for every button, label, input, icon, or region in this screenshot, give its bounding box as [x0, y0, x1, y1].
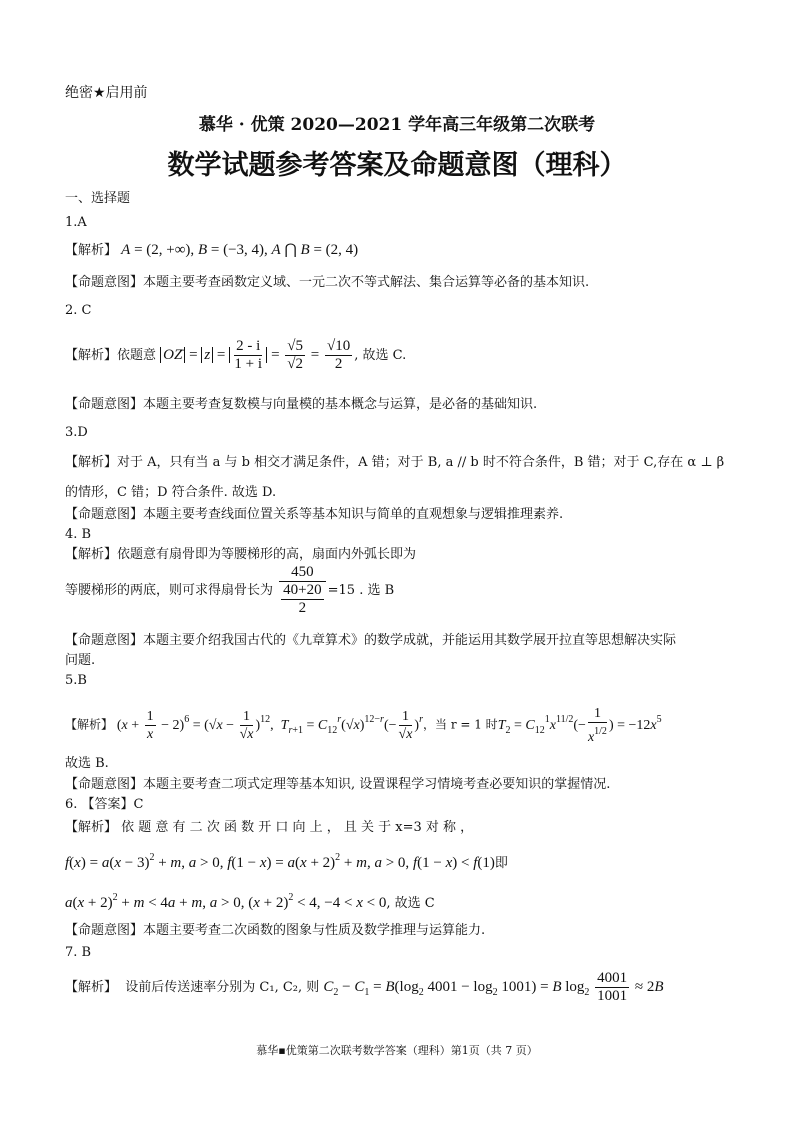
q4-intent-2: 问题.: [65, 653, 96, 668]
q5-intent: 【命题意图】本题主要考查二项式定理等基本知识, 设置课程学习情境考查必要知识的掌握情况.: [65, 777, 611, 792]
q6-analysis-1: 【解析】 依 题 意 有 二 次 函 数 开 口 向 上 ， 且 关 于 x=3 对 称 ，: [65, 820, 474, 835]
exam-title: 慕华 · 优策 2020—2021 学年高三年级第二次联考: [198, 115, 596, 135]
q4-intent-1: 【命题意图】本题主要介绍我国古代的《九章算术》的数学成就，并能运用其数学展开拉直等思想解决实际: [65, 633, 677, 648]
q7-number: 7. B: [65, 945, 92, 960]
q3-analysis-1: 【解析】对于 A，只有当 a 与 b 相交才满足条件，A 错；对于 B, a // b 时不符合条件，B 错；对于 C,存在 α ⊥ β: [65, 455, 725, 470]
q3-intent: 【命题意图】本题主要考查线面位置关系等基本知识与简单的直观想象与逻辑推理素养.: [65, 507, 564, 522]
q4-analysis-2: 等腰梯形的两底，则可求得扇骨长为 $\frac{450}{\frac{40+20}{2}}$ =15 . 选 B: [65, 564, 395, 616]
q1-analysis: 【解析】 A = (2, +∞), B = (−3, 4), A ⋂ B = (2, 4): [65, 242, 359, 258]
q5-conclusion: 故选 B.: [65, 756, 109, 771]
q3-analysis-2: 的情形，C 错；D 符合条件. 故选 D.: [65, 485, 277, 500]
q4-number: 4. B: [65, 527, 92, 542]
q1-intent: 【命题意图】本题主要考查函数定义域、一元二次不等式解法、集合运算等必备的基本知识.: [65, 275, 590, 290]
page-footer: 慕华▪优策第二次联考数学答案（理科）第1页（共 7 页）: [256, 1044, 538, 1057]
secret-label: 绝密★启用前: [65, 85, 148, 101]
q2-intent: 【命题意图】本题主要考查复数模与向量模的基本概念与运算，是必备的基础知识.: [65, 397, 538, 412]
q6-analysis-3: $a(x + 2)^2 + m < 4a + m$, a > 0, $(x + 2)^2 < 4$, −4 < x < 0, 故选 C: [65, 892, 435, 911]
q7-analysis: 【解析】 设前后传送速率分别为 C₁, C₂, 则 $C_2 - C_1 = B(\log_2$ $4001 - \log_2 1001) = B$ $\log_2$ $\frac{4001}{1001}$ ≈ 2B: [65, 970, 664, 1004]
q6-intent: 【命题意图】本题主要考查二次函数的图象与性质及数学推理与运算能力.: [65, 923, 486, 938]
q1-number: 1.A: [65, 215, 87, 230]
q4-analysis-1: 【解析】依题意有扇骨即为等腰梯形的高，扇面内外弧长即为: [65, 547, 417, 562]
q5-analysis: 【解析】 (x + $\frac{1}{x}$ − 2)$^6$ = (√x − $\frac{1}{√x}$ )$^{12}$, $T_{r+1} = C_{12}^r(√x)^{12-r}(-$ $\frac{1}{√x}$ )$^r$，当 r = 1 时$T_2 = C_{12}^1x^{11/2}(-$ $\frac{1}{x^{1/2}}$ ) = $-12x^5$: [65, 706, 662, 745]
q2-number: 2. C: [65, 303, 92, 318]
q2-analysis: 【解析】依题意 OZ = z = $\frac{2 - i}{1 + i}$ = $\frac{√5}{√2}$ = $\frac{√10}{2}$ , 故选 C.: [65, 338, 407, 372]
page-title: 数学试题参考答案及命题意图（理科）: [167, 150, 627, 181]
q6-analysis-2: $f(x) = a(x - 3)^2 + m$, a > 0, $f(1 - x) = a(x + 2)^2 + m$, a > 0, f(1 − x) < f(1)即: [65, 852, 508, 871]
section-heading: 一、选择题: [65, 191, 131, 206]
q5-number: 5.B: [65, 673, 87, 688]
q6-number: 6. 【答案】C: [65, 797, 144, 812]
q3-number: 3.D: [65, 425, 88, 440]
